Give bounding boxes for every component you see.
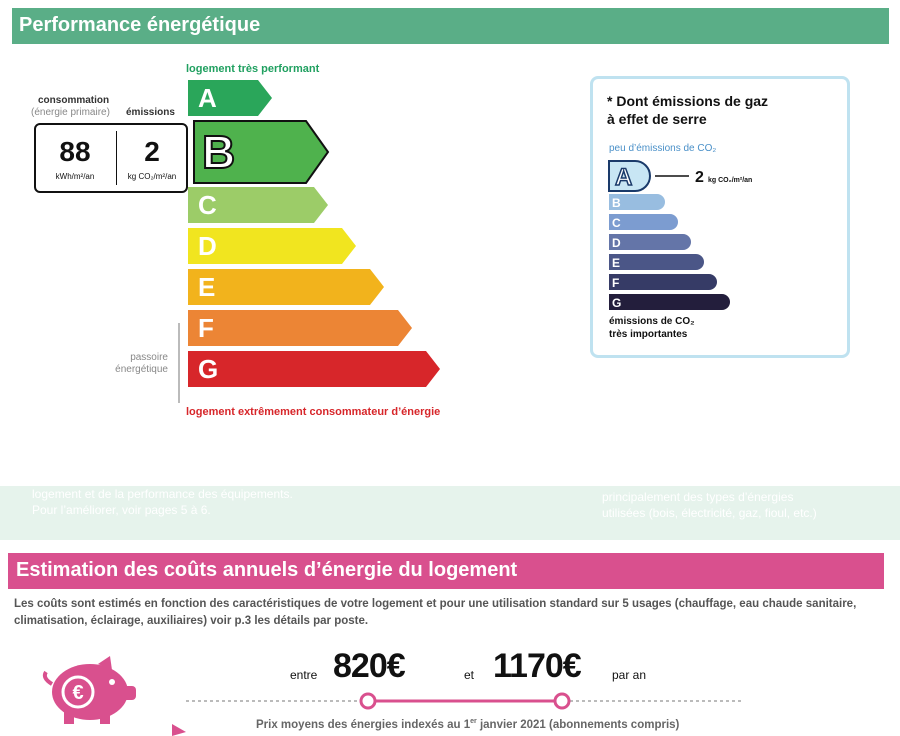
ges-letter-g: G bbox=[612, 296, 622, 310]
dpe-scale bbox=[180, 76, 480, 406]
dpe-class-b bbox=[194, 121, 328, 183]
dpe-letter-b: B bbox=[202, 126, 236, 178]
cost-range-line bbox=[186, 690, 746, 712]
costs-title: Estimation des coûts annuels d’énergie du logement bbox=[16, 559, 518, 581]
prices-note-post: janvier 2021 (abonnements compris) bbox=[476, 718, 680, 731]
ges-class-b bbox=[609, 194, 665, 210]
dpe-bar-f bbox=[188, 310, 412, 346]
consumption-label: consommation bbox=[38, 95, 110, 106]
dpe-letter-a: A bbox=[198, 83, 217, 113]
faded-right-line2: utilisées (bois, électricité, gaz, fioul, etc.) bbox=[602, 506, 817, 520]
ges-bar-g bbox=[609, 294, 730, 310]
between-label: entre bbox=[290, 668, 318, 682]
dpe-bar-e bbox=[188, 269, 384, 305]
prices-note-pre: Prix moyens des énergies indexés au 1 bbox=[256, 718, 471, 731]
dpe-class-e bbox=[188, 269, 384, 305]
min-cost-value: 820€ bbox=[333, 647, 405, 685]
ges-class-d bbox=[609, 234, 691, 250]
dpe-class-g bbox=[188, 351, 440, 387]
ges-bottom-label-line1: émissions de CO₂ bbox=[609, 316, 695, 327]
and-label: et bbox=[464, 668, 475, 682]
range-min-marker bbox=[361, 694, 375, 708]
ges-letter-d: D bbox=[612, 236, 621, 250]
top-performance-label: logement très performant bbox=[186, 63, 320, 75]
ges-bottom-label-line2: très importantes bbox=[609, 329, 688, 340]
dpe-letter-d: D bbox=[198, 231, 217, 261]
piggy-bank-icon bbox=[38, 654, 142, 728]
consumption-value: 88 bbox=[59, 136, 91, 167]
svg-text:€: € bbox=[72, 682, 84, 704]
performance-title: Performance énergétique bbox=[19, 14, 261, 36]
range-max-marker bbox=[555, 694, 569, 708]
faded-right-line1: principalement des types d’énergies bbox=[602, 490, 794, 504]
faded-info-strip bbox=[0, 486, 900, 540]
passoire-label-line2: énergétique bbox=[115, 364, 168, 375]
performance-header bbox=[12, 8, 889, 44]
dpe-letter-c: C bbox=[198, 190, 217, 220]
ges-class-f bbox=[609, 274, 717, 290]
ges-value-unit: kg CO₂/m²/an bbox=[708, 177, 753, 184]
emissions-value: 2 bbox=[144, 136, 160, 167]
dpe-value-box bbox=[34, 123, 188, 193]
bottom-performance-label: logement extrêmement consommateur d’énergie bbox=[186, 406, 441, 418]
ges-letter-c: C bbox=[612, 216, 621, 230]
per-year-label: par an bbox=[612, 668, 647, 682]
dpe-letter-e: E bbox=[198, 272, 216, 302]
emissions-label: émissions bbox=[126, 107, 175, 118]
prices-note-sup: er bbox=[470, 718, 477, 725]
ges-letter-b: B bbox=[612, 196, 621, 210]
ges-bar-d bbox=[609, 234, 691, 250]
ges-scale bbox=[607, 159, 847, 319]
ges-class-g bbox=[609, 294, 730, 310]
ges-value: 2 bbox=[695, 169, 704, 186]
ges-bar-f bbox=[609, 274, 717, 290]
dpe-class-d bbox=[188, 228, 356, 264]
passoire-bracket bbox=[178, 323, 180, 403]
consumption-sub-label: (énergie primaire) bbox=[31, 107, 110, 118]
ges-class-e bbox=[609, 254, 704, 270]
ges-letter-f: F bbox=[612, 276, 620, 290]
costs-header bbox=[8, 553, 884, 589]
faded-left-line1: logement et de la performance des équipements. bbox=[32, 487, 293, 501]
ges-letter-e: E bbox=[612, 256, 621, 270]
max-cost-value: 1170€ bbox=[493, 647, 581, 685]
emissions-unit: kg CO₂/m²/an bbox=[127, 172, 177, 181]
passoire-label-line1: passoire bbox=[130, 352, 168, 363]
dpe-letter-f: F bbox=[198, 313, 214, 343]
ges-title-line2: à effet de serre bbox=[607, 111, 707, 127]
ges-class-a bbox=[609, 161, 752, 191]
ges-top-label: peu d’émissions de CO₂ bbox=[609, 143, 717, 154]
consumption-unit: kWh/m²/an bbox=[55, 172, 95, 181]
ges-title-line1: * Dont émissions de gaz bbox=[607, 93, 769, 109]
ges-bar-e bbox=[609, 254, 704, 270]
dpe-bar-g bbox=[188, 351, 440, 387]
ges-panel bbox=[590, 76, 850, 358]
ges-class-c bbox=[609, 214, 678, 230]
costs-description: Les coûts sont estimés en fonction des caractéristiques de votre logement et pour une utilisation standard sur 5 usages (chauffage, eau chaude sanitaire, climatisation, éclairage, auxiliaires) voir p.3 les détails par poste. bbox=[14, 598, 857, 627]
dpe-class-f bbox=[188, 310, 412, 346]
pink-triangle-icon bbox=[172, 724, 186, 736]
ges-letter-a: A bbox=[615, 164, 633, 191]
dpe-class-c bbox=[188, 187, 328, 223]
prices-note bbox=[256, 718, 679, 731]
faded-left-line2: Pour l’améliorer, voir pages 5 à 6. bbox=[32, 503, 211, 517]
dpe-class-a bbox=[188, 80, 272, 116]
dpe-letter-g: G bbox=[198, 354, 219, 384]
